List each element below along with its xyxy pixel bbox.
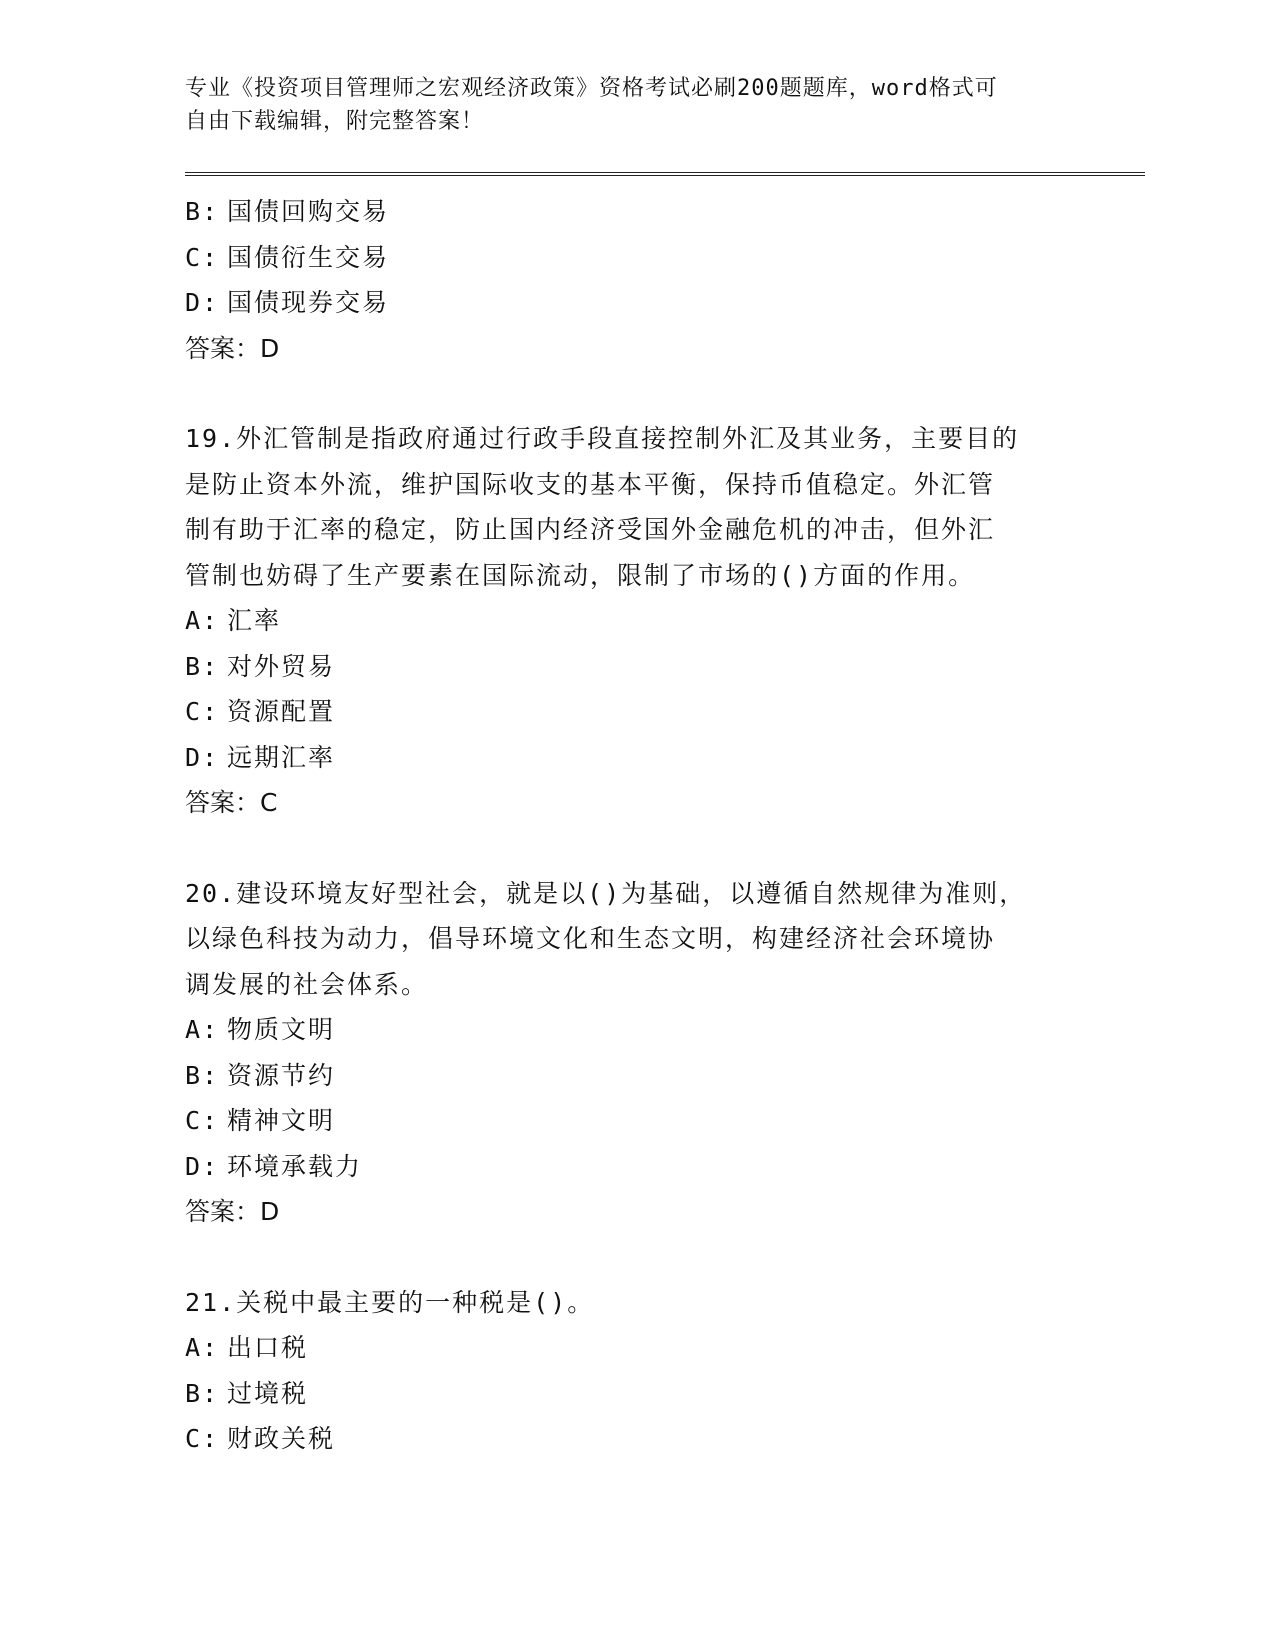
question-stem-line: 21.关税中最主要的一种税是()。 bbox=[185, 1287, 595, 1317]
answer-line: 答案：D bbox=[185, 333, 280, 363]
question-20 bbox=[185, 871, 1065, 1235]
spacer bbox=[185, 371, 1065, 416]
option-d: D: 环境承载力 bbox=[185, 1151, 363, 1181]
option-b: B: 过境税 bbox=[185, 1378, 309, 1408]
question-18 bbox=[185, 189, 1065, 371]
option-c: C: 国债衍生交易 bbox=[185, 242, 390, 272]
option-b: B: 对外贸易 bbox=[185, 651, 336, 681]
header-line-2: 自由下载编辑，附完整答案！ bbox=[185, 109, 485, 134]
option-c: C: 资源配置 bbox=[185, 697, 336, 726]
question-stem-line: 制有助于汇率的稳定，防止国内经济受国外金融危机的冲击，但外汇 bbox=[185, 515, 996, 544]
answer-line: 答案：C bbox=[185, 788, 278, 817]
question-stem-line: 管制也妨碍了生产要素在国际流动，限制了市场的()方面的作用。 bbox=[185, 560, 976, 590]
question-stem-line: 是防止资本外流，维护国际收支的基本平衡，保持币值稳定。外汇管 bbox=[185, 469, 996, 499]
option-d: D: 远期汇率 bbox=[185, 742, 336, 772]
page-header bbox=[185, 72, 1065, 138]
question-stem-line: 19.外汇管制是指政府通过行政手段直接控制外汇及其业务，主要目的 bbox=[185, 424, 1020, 453]
spacer bbox=[185, 1235, 1065, 1280]
option-a: A: 物质文明 bbox=[185, 1015, 336, 1044]
option-a: A: 出口税 bbox=[185, 1333, 309, 1362]
option-c: C: 财政关税 bbox=[185, 1424, 336, 1453]
option-d: D: 国债现券交易 bbox=[185, 288, 390, 317]
question-19 bbox=[185, 416, 1065, 826]
option-b: B: 资源节约 bbox=[185, 1060, 336, 1090]
question-stem-line: 20.建设环境友好型社会，就是以()为基础，以遵循自然规律为准则， bbox=[185, 878, 1027, 908]
document-body bbox=[185, 189, 1065, 1462]
question-stem-line: 调发展的社会体系。 bbox=[185, 969, 429, 999]
question-21 bbox=[185, 1280, 1065, 1462]
answer-line: 答案：D bbox=[185, 1197, 280, 1226]
option-c: C: 精神文明 bbox=[185, 1106, 336, 1135]
header-line-1: 专业《投资项目管理师之宏观经济政策》资格考试必刷200题题库，word格式可 bbox=[185, 76, 998, 101]
option-a: A: 汇率 bbox=[185, 606, 282, 635]
option-b: B: 国债回购交易 bbox=[185, 197, 390, 226]
question-stem-line: 以绿色科技为动力，倡导环境文化和生态文明，构建经济社会环境协 bbox=[185, 924, 996, 953]
header-divider bbox=[185, 172, 1145, 176]
spacer bbox=[185, 826, 1065, 871]
